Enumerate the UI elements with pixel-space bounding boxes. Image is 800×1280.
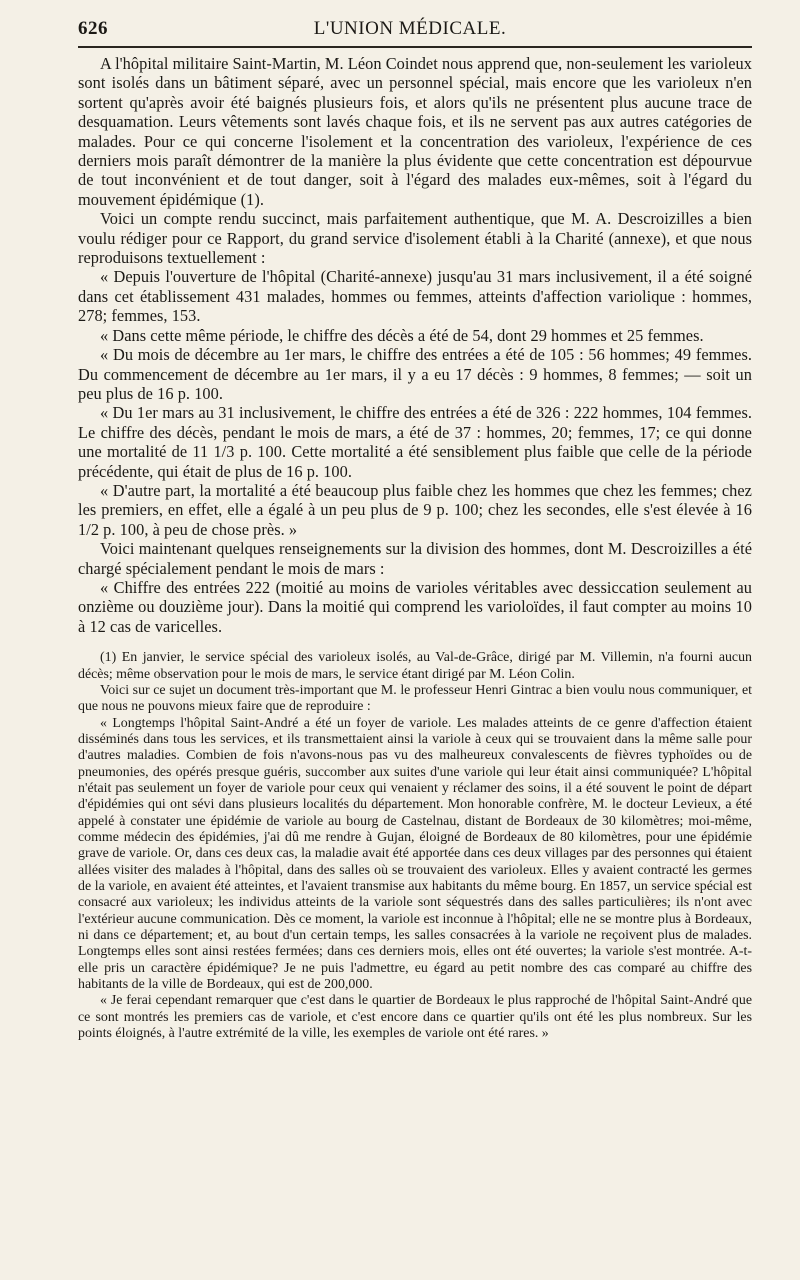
page-number: 626 [78,18,108,39]
paragraph: « Depuis l'ouverture de l'hôpital (Charité-annexe) jusqu'au 31 mars inclusivement, il a été soigné dans cet établissement 431 malades, hommes ou femmes, atteints d'affection variolique : hommes, 278; femmes, 153. [78,267,752,326]
paragraph: « Chiffre des entrées 222 (moitié au moins de varioles véritables avec dessiccation seulement au onzième ou douzième jour). Dans la moitié qui comprend les varioloïdes, il faut compter au moins 10 à 12 cas de varicelles. [78,577,752,636]
running-header [78,18,752,40]
paragraph: « D'autre part, la mortalité a été beaucoup plus faible chez les hommes que chez les femmes; chez les premiers, en effet, elle a égalé à un peu plus de 9 p. 100; chez les secondes, elle s'est élevée à 16 1/2 p. 100, à peu de chose près. » [78,480,752,539]
journal-title: L'UNION MÉDICALE. [313,18,507,39]
footnote-block [78,650,752,1042]
footnote-paragraph: (1) En janvier, le service spécial des varioleux isolés, au Val-de-Grâce, dirigé par M. Villemin, n'a fourni aucun décès; même observation pour le mois de mars, le service étant dirigé par M. Léon Colin. [78,650,752,682]
footnote-paragraph: Voici sur ce sujet un document très-important que M. le professeur Henri Gintrac a bien voulu nous communiquer, et que nous ne pouvons mieux faire que de reproduire : [78,682,752,715]
paragraph: « Dans cette même période, le chiffre des décès a été de 54, dont 29 hommes et 25 femmes. [100,325,704,345]
paragraph: « Du mois de décembre au 1er mars, le chiffre des entrées a été de 105 : 56 hommes; 49 femmes. Du commencement de décembre au 1er mars, il y a eu 17 décès : 9 hommes, 8 femmes; — soit un peu plus de 16 p. 100. [78,345,752,403]
header-rule [78,46,752,48]
paragraph: « Du 1er mars au 31 inclusivement, le chiffre des entrées a été de 326 : 222 hommes, 104 femmes. Le chiffre des décès, pendant le mois de mars, a été de 37 : hommes, 20; femmes, 17; ce qui donne une mortalité de 11 1/3 p. 100. Cette mortalité a été sensiblement plus faible que celle de la période précédente, qui était de plus de 16 p. 100. [78,403,752,481]
paragraph: Voici maintenant quelques renseignements sur la division des hommes, dont M. Descroizilles a été chargé spécialement pendant le mois de mars : [78,539,752,578]
paragraph: Voici un compte rendu succinct, mais parfaitement authentique, que M. A. Descroizilles a bien voulu rédiger pour ce Rapport, du grand service d'isolement établi à la Charité (annexe), et que nous reproduisons textuellement : [78,209,752,268]
paragraph: A l'hôpital militaire Saint-Martin, M. Léon Coindet nous apprend que, non-seulement les varioleux sont isolés dans un bâtiment séparé, avec un personnel spécial, mais encore que les varioleux n'en sortent qu'après avoir été baignés plusieurs fois, et alors qu'ils ne présentent plus aucune trace de desquamation. Leurs vêtements sont lavés chaque fois, et ils ne servent pas aux autres catégories de malades. Pour ce qui concerne l'isolement et la concentration des varioleux, l'expérience de ces derniers mois paraît démontrer de la manière la plus évidente que cette concentration est dépourvue de tout inconvénient et de tout danger, soit à l'égard des malades eux-mêmes, soit à l'égard du mouvement épidémique (1). [78,54,752,209]
main-text [78,54,752,636]
footnote-paragraph: « Longtemps l'hôpital Saint-André a été un foyer de variole. Les malades atteints de ce genre d'affection étaient disséminés dans tous les services, et ils transmettaient ainsi la variole à ceux qui se trouvaient dans la même salle pour d'autres maladies. Combien de fois n'avons-nous pas vu des malheureux convalescents de fièvres typhoïdes ou de pneumonies, des opérés presque guéris, succomber aux suites d'une variole qui leur était ainsi communiquée? L'hôpital n'était pas seulement un foyer de variole pour ceux qui venaient y réclamer des soins, il a été souvent le point de départ d'épidémies qui ont sévi dans plusieurs localités du département. Mon honorable confrère, M. le docteur Levieux, a été appelé à constater une épidémie de variole au bourg de Castelnau, distant de Bordeaux de 30 kilomètres; moi-même, comme médecin des épidémies, j'ai dû me rendre à Gujan, éloigné de Bordeaux de 80 kilomètres, pour une épidémie grave de variole. Or, dans ces deux cas, la maladie avait été apportée dans ces deux villages par des personnes qui étaient allées visiter des malades à l'hôpital, dans des salles où se trouvaient des varioleux. Elles y avaient contracté les germes de la variole, en avaient été atteintes, et l'avaient transmise aux habitants du même bourg. En 1857, un service spécial est consacré aux varioleux; les individus atteints de la variole sont séquestrés dans des salles particulières; ils n'ont avec l'extérieur aucune communication. Dès ce moment, la variole est inconnue à l'hôpital; elle ne se montre plus à Bordeaux, ni dans ce département; et, au bout d'un certain temps, les salles consacrées à la variole ne reçoivent plus de malades. Longtemps elles sont ainsi restées fermées; dans ces derniers mois, elles ont été ouvertes; la variole s'est montrée. A-t-elle pris un caractère épidémique? Je ne puis l'admettre, eu égard au petit nombre des cas comparé au chiffre des habitants de la ville de Bordeaux, qui est de 200,000. [78,715,752,993]
footnote-paragraph: « Je ferai cependant remarquer que c'est dans le quartier de Bordeaux le plus rapproché de l'hôpital Saint-André que ce sont montrés les premiers cas de variole, et c'est encore dans ce quartier qu'ils ont été les plus nombreux. Sur les points éloignés, à l'autre extrémité de la ville, les exemples de variole ont été rares. » [78,993,752,1042]
